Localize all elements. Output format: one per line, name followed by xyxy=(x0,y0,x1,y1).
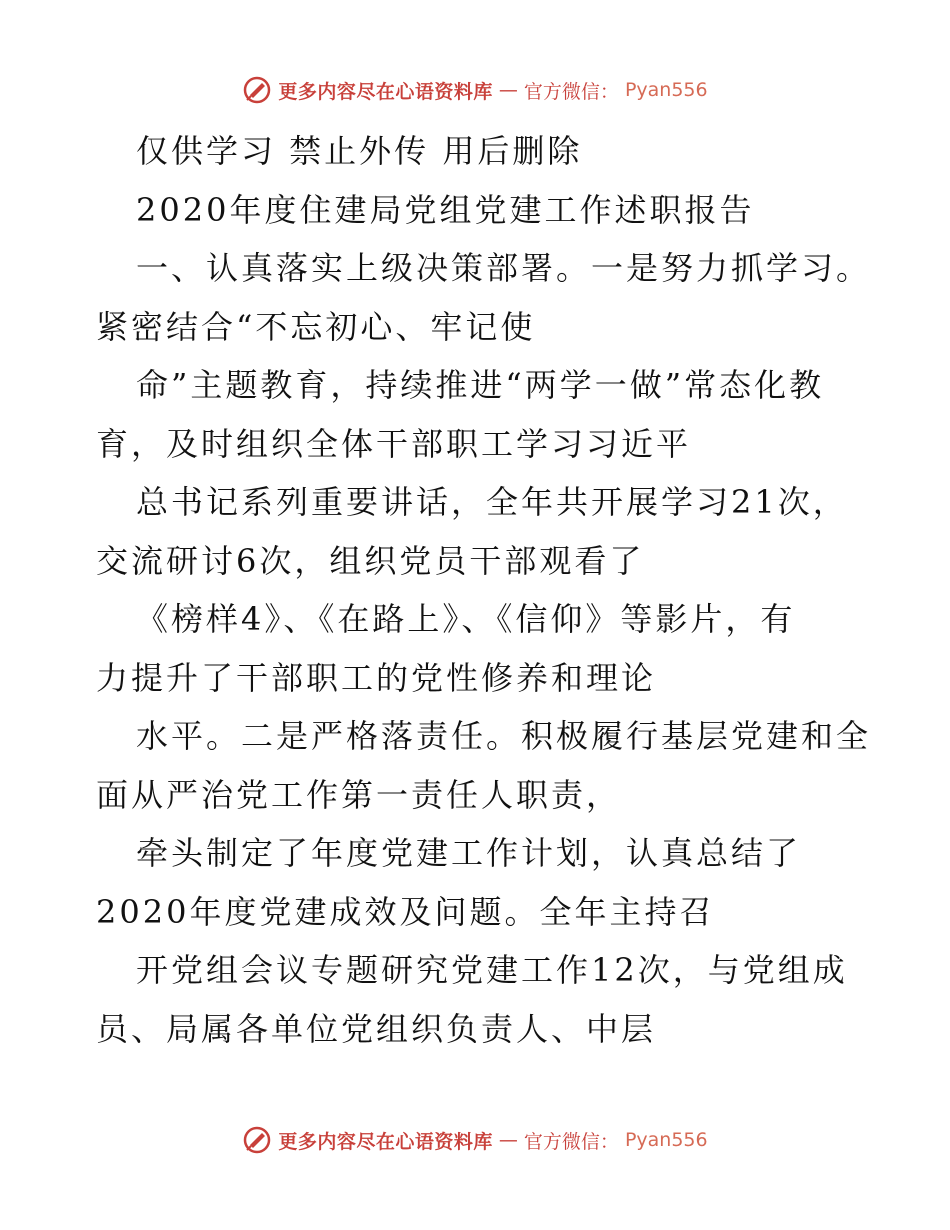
footer-watermark xyxy=(0,1122,950,1158)
doc-line: 一、认真落实上级决策部署。一是努力抓学习。 xyxy=(136,249,872,287)
doc-line: 《榜样4》、《在路上》、《信仰》等影片，有 xyxy=(136,600,796,638)
watermark-wechat-label: 官方微信： xyxy=(523,1130,619,1153)
doc-line: 交流研讨6次，组织党员干部观看了 xyxy=(96,541,645,580)
doc-line: 总书记系列重要讲话，全年共开展学习21次， xyxy=(136,483,848,521)
watermark-wechat-id: Pyan556 xyxy=(624,1129,708,1151)
watermark-dash: — xyxy=(498,1129,518,1151)
pen-circle-logo-icon xyxy=(242,1125,272,1155)
doc-line: 育，及时组织全体干部职工学习习近平 xyxy=(96,424,692,463)
pen-circle-logo-icon xyxy=(242,75,272,105)
doc-line: 紧密结合“不忘初心、牢记使 xyxy=(96,307,536,346)
watermark-wechat-id: Pyan556 xyxy=(624,79,708,101)
doc-line: 仅供学习 禁止外传 用后删除 xyxy=(136,132,583,170)
doc-line: 命”主题教育，持续推进“两学一做”常态化教 xyxy=(136,366,825,404)
doc-line: 员、局属各单位党组织负责人、中层 xyxy=(96,1009,657,1048)
document-body xyxy=(96,122,872,1058)
doc-line: 开党组会议专题研究党建工作12次，与党组成 xyxy=(136,951,848,989)
watermark-text: 更多内容尽在心语资料库 xyxy=(278,1130,493,1153)
doc-line: 牵头制定了年度党建工作计划，认真总结了 xyxy=(136,834,802,872)
doc-line: 力提升了干部职工的党性修养和理论 xyxy=(96,658,657,697)
doc-title: 2020年度住建局党组党建工作述职报告 xyxy=(136,190,755,229)
header-watermark xyxy=(0,72,950,108)
doc-line: 2020年度党建成效及问题。全年主持召 xyxy=(96,892,715,931)
doc-line: 水平。二是严格落责任。积极履行基层党建和全 xyxy=(136,717,872,755)
doc-line: 面从严治党工作第一责任人职责， xyxy=(96,775,622,814)
watermark-wechat-label: 官方微信： xyxy=(523,80,619,103)
watermark-dash: — xyxy=(498,79,518,101)
watermark-text: 更多内容尽在心语资料库 xyxy=(278,80,493,103)
